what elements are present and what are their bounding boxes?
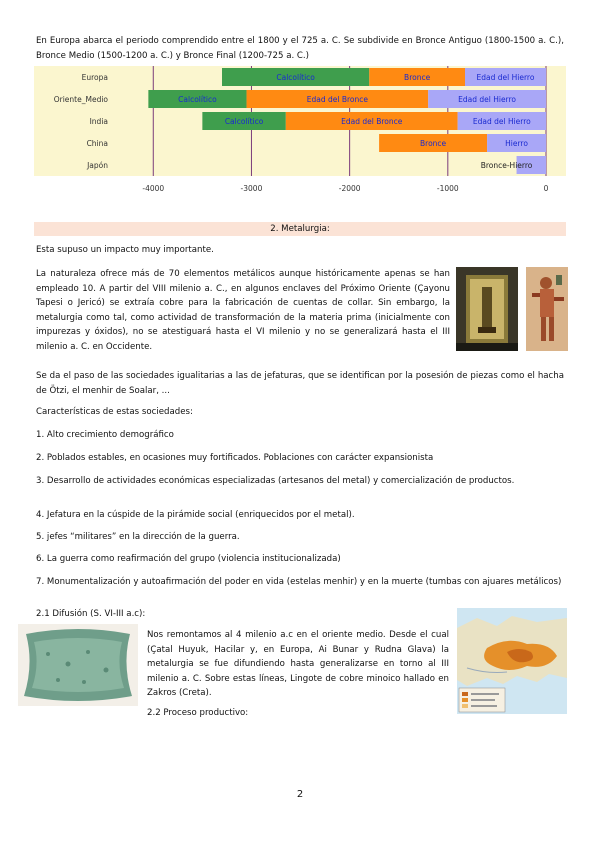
intro-paragraph: En Europa abarca el periodo comprendido entre el 1800 y el 725 a. C. Se subdivide en Bronce Antiguo (1800-1500 a. C.), Bronce Medio (1500-1200 a. C.) y Bronce Final (1200-725 a. C.) bbox=[36, 36, 564, 61]
list-item-4: 4. Jefatura en la cúspide de la pirámide social (enriquecidos por el metal). bbox=[36, 510, 355, 520]
chart-segment-label: Edad del Hierro bbox=[476, 73, 535, 82]
list-item-5: 5. jefes “militares” en la dirección de la guerra. bbox=[36, 532, 240, 542]
chart-segment-label: Edad del Bronce bbox=[341, 117, 403, 126]
chart-segment-label: Edad del Hierro bbox=[458, 95, 517, 104]
chart-y-tick-label: Europa bbox=[81, 73, 108, 82]
chart-segment-label: Calcolítico bbox=[276, 73, 315, 82]
chart-y-tick-label: China bbox=[86, 139, 108, 148]
chart-segment-label: Bronce bbox=[420, 139, 447, 148]
chronology-chart bbox=[34, 66, 566, 204]
painting-photo bbox=[526, 267, 568, 351]
chart-segment-label: Edad del Bronce bbox=[306, 95, 368, 104]
paragraph-difusion: Nos remontamos al 4 milenio a.c en el oriente medio. Desde el cual (Çatal Huyuk, Hacilar y, en Europa, Ai Bunar y Rudna Glava) la metalurgia se fue difundiendo hasta generalizarse en torno al III milenio a. C. Sobre estas líneas, Lingote de cobre minoico hallado en Zakros (Creta). bbox=[147, 630, 449, 698]
painting-image bbox=[526, 267, 568, 351]
chart-x-tick-label: -2000 bbox=[338, 184, 361, 193]
chart-segment-label: Bronce bbox=[404, 73, 431, 82]
list-item-1: 1. Alto crecimiento demográfico bbox=[36, 430, 174, 440]
metallurgy-map-image bbox=[457, 608, 567, 714]
list-item-2: 2. Poblados estables, en ocasiones muy fortificados. Poblaciones con carácter expansionista bbox=[36, 453, 434, 463]
chart-y-tick-label: Japón bbox=[87, 161, 108, 170]
subheading-difusion: 2.1 Difusión (S. VI-III a.c): bbox=[36, 609, 146, 619]
list-item-7: 7. Monumentalización y autoafirmación del poder en vida (estelas menhir) y en la muerte (tumbas con ajuares metálicos) bbox=[36, 577, 562, 587]
chart-x-tick-label: -1000 bbox=[436, 184, 459, 193]
ingot-photo bbox=[18, 624, 138, 706]
chart-segment-label: Hierro bbox=[505, 139, 528, 148]
ingot-image bbox=[18, 624, 138, 706]
chart-segment-label: Bronce-Hierro bbox=[480, 161, 533, 170]
list-item-3: 3. Desarrollo de actividades económicas especializadas (artesanos del metal) y comercialización de productos. bbox=[36, 476, 515, 486]
chart-segment-label: Calcolítico bbox=[178, 95, 217, 104]
chart-x-tick-label: -3000 bbox=[240, 184, 263, 193]
page-number: 2 bbox=[296, 789, 304, 800]
metallurgy-map bbox=[457, 608, 567, 714]
paragraph-metales: La naturaleza ofrece más de 70 elementos metálicos aunque históricamente apenas se han empleado 10. A partir del VIII milenio a. C., en algunos enclaves del Próximo Oriente (Çayonu Tapesi o Jericó) se extraía cobre para la fabricación de cuentas de collar. Sin embargo, la metalurgia como tal, como actividad de transformación de la materia prima (inicialmente con impurezas y óxidos), no se atestiguará hasta el VI milenio y no se generalizará hasta el III milenio a. C. en Occidente. bbox=[36, 269, 450, 352]
chart-y-tick-label: Oriente_Medio bbox=[53, 95, 108, 104]
chart-segment-label: Edad del Hierro bbox=[472, 117, 531, 126]
section-title-metalurgia: 2. Metalurgia: bbox=[34, 222, 566, 236]
chart-x-tick-label: -4000 bbox=[142, 184, 165, 193]
artifact-photo bbox=[456, 267, 518, 351]
paragraph-jefaturas: Se da el paso de las sociedades igualitarias a las de jefaturas, que se identifican por la posesión de piezas como el hacha de Ötzi, el menhir de Soalar, ... bbox=[36, 371, 564, 396]
paragraph-caracteristicas: Características de estas sociedades: bbox=[36, 407, 193, 417]
paragraph-impacto: Esta supuso un impacto muy importante. bbox=[36, 245, 214, 255]
chart-x-tick-label: 0 bbox=[543, 184, 549, 193]
list-item-6: 6. La guerra como reafirmación del grupo (violencia institucionalizada) bbox=[36, 554, 341, 564]
chart-segment-label: Calcolítico bbox=[224, 117, 264, 126]
artifact-image bbox=[456, 267, 518, 351]
chart-y-tick-label: India bbox=[89, 117, 108, 126]
subheading-proceso: 2.2 Proceso productivo: bbox=[147, 708, 249, 718]
